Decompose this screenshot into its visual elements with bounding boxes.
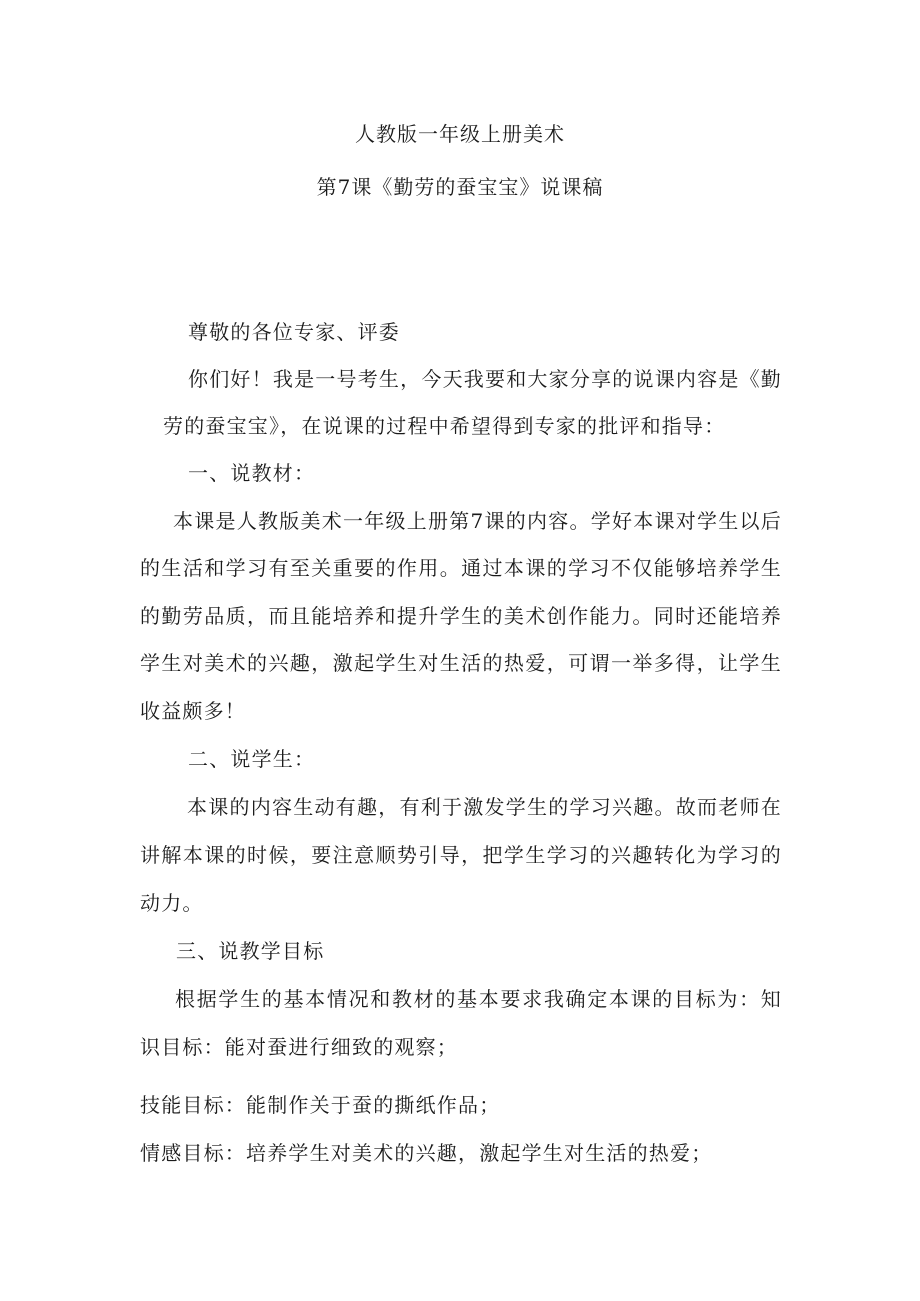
paragraph-line: 识目标：能对蚕进行细致的观察； <box>140 1035 458 1059</box>
paragraph-line: 本课是人教版美术一年级上册第7课的内容。学好本课对学生以后 <box>173 509 782 533</box>
salutation: 尊敬的各位专家、评委 <box>188 320 400 344</box>
intro-line: 你们好！我是一号考生，今天我要和大家分享的说课内容是《勤 <box>188 367 782 391</box>
paragraph-line: 学生对美术的兴趣，激起学生对生活的热爱，可谓一举多得，让学生 <box>140 651 782 675</box>
section-heading-students: 二、说学生： <box>188 747 316 771</box>
paragraph-line: 情感目标：培养学生对美术的兴趣，激起学生对生活的热爱； <box>140 1141 713 1165</box>
section-heading-objectives: 三、说教学目标 <box>176 939 325 963</box>
paragraph-line: 本课的内容生动有趣，有利于激发学生的学习兴趣。故而老师在 <box>187 795 782 819</box>
section-heading-textbook: 一、说教材： <box>188 461 316 485</box>
paragraph-line: 动力。 <box>140 891 204 915</box>
paragraph-line: 技能目标：能制作关于蚕的撕纸作品； <box>140 1093 501 1117</box>
paragraph-line: 收益颇多！ <box>140 699 246 723</box>
document-title-line-1: 人教版一年级上册美术 <box>355 122 565 146</box>
document-title-line-2: 第7课《勤劳的蚕宝宝》说课稿 <box>316 175 604 199</box>
paragraph-line: 根据学生的基本情况和教材的基本要求我确定本课的目标为：知 <box>175 987 782 1011</box>
intro-line: 劳的蚕宝宝》，在说课的过程中希望得到专家的批评和指导： <box>163 414 726 438</box>
paragraph-line: 讲解本课的时候，要注意顺势引导，把学生学习的兴趣转化为学习的 <box>140 843 782 867</box>
paragraph-line: 的生活和学习有至关重要的作用。通过本课的学习不仅能够培养学生 <box>140 556 782 580</box>
paragraph-line: 的勤劳品质，而且能培养和提升学生的美术创作能力。同时还能培养 <box>140 604 782 628</box>
